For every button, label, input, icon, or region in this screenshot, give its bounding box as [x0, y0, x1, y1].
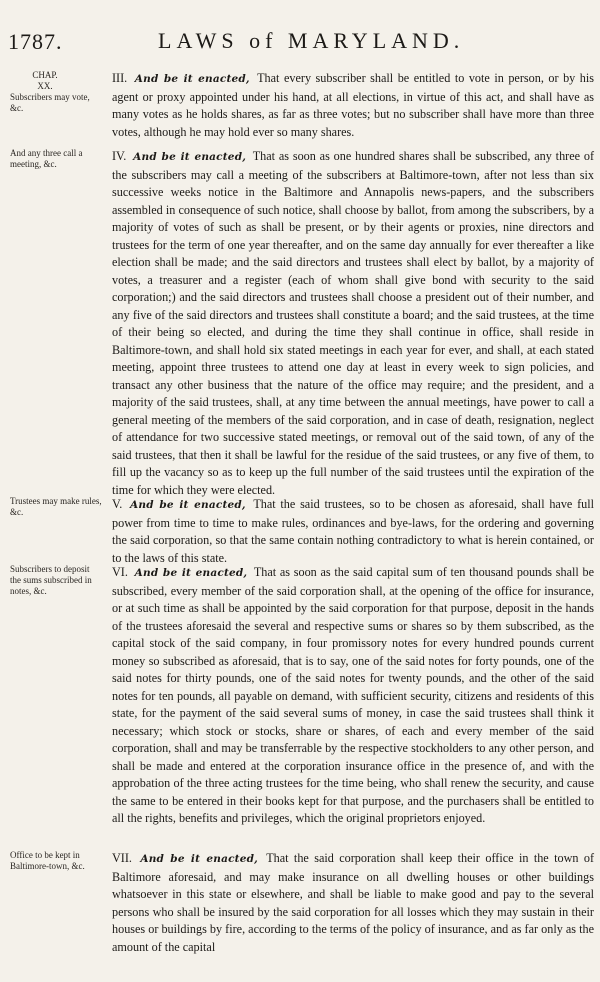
section-text-vii	[112, 850, 594, 956]
margin-note-iv: And any three call a meeting, &c.	[10, 148, 83, 169]
section-body: That every subscriber shall be entitled to vote in person, or by his agent or proxy appointed under his hand, at all elections, in virtue of this act, and shall have as many votes as he holds shares, as far as three votes; but no subscriber shall have more than three votes, although he may hold ever so many shares.	[112, 71, 595, 139]
page-header	[8, 26, 592, 56]
margin-note-vi: Subscribers to deposit the sums subscribed in notes, &c.	[10, 564, 92, 596]
enacting-clause: And be it enacted,	[130, 499, 246, 511]
section-number: III.	[112, 71, 128, 85]
margin-note-iii	[10, 70, 102, 114]
chapter-label: CHAP. XX.	[32, 70, 58, 91]
enacting-clause: And be it enacted,	[134, 567, 248, 579]
section-text-iv	[112, 148, 594, 499]
section-number: VI.	[112, 565, 128, 579]
section-text-iii	[112, 70, 594, 141]
enacting-clause: And be it enacted,	[140, 853, 259, 865]
section-number: V.	[112, 497, 123, 511]
margin-note-text: Subscribers may vote, &c.	[10, 92, 90, 113]
section-body: That as soon as the said capital sum of ten thousand pounds shall be subscribed, every member of the said corporation shall, at the opening of the office for insurance, or at such time as shall be appointed by the said corporation for that purpose, deposit in the hands of the trustees aforesaid the several and respective sums or shares so by them subscribed, as the capital stock of the said company, in four promissory notes for every hundred pounds current money so subscribed as aforesaid, that is to say, one of the said notes for forty pounds, one of the said notes for thirty pounds, one of the said notes for twenty pounds, and the other of the said notes for ten pounds, all payable on demand, with sufficient security, citizens and residents of this state, for the payment of the said several sums of money, in case the said trustees shall think it necessary; which stock or stocks, share or shares, of each and every member of the said corporation, shall and may be transferrable by the respective stockholders to any other person, and shall be made and entered at the corporation insurance office in the presence of, and with the approbation of the three acting trustees for the time being, who shall renew the security, and cause the same to be entered in their books kept for that purpose, and the purchasers shall be entitled to all the rights, benefits and privileges, which the original proprietors enjoyed.	[112, 565, 595, 825]
section-body: That as soon as one hundred shares shall be subscribed, any three of the subscribers may call a meeting of the subscribers at Baltimore-town, after not less than six successive weeks notice in the Baltimore and Annapolis news-papers, and the subscribers assembled in consequence of such notice, shall choose by ballot, from among the subscribers, by a majority of votes of such as shall be present, or by their agents or proxies, nine directors and trustees for the term of one year thereafter, and on the same day annually for ever thereafter a like election shall be made; and the said directors and trustees shall elect by ballot, by a majority of votes, a treasurer and a register (each of whom shall give bond with security to the said corporation;) and the said directors and trustees shall choose a president out of their number, and any five of the said directors and trustees shall constitute a board; and the said trustees, at the time of their being so elected, and during the time they shall continue in office, shall reside in Baltimore-town, and shall hold six stated meetings in each year for ever, and shall, at each stated meeting, appoint three trustees to attend one day at least in every week to sign policies, and transact any other business that the nature of the office may require; and the president, and a majority of the said trustees, shall, at any time between the annual meetings, have power to call a general meeting of the members of the said corporation, and in case of death, resignation, neglect of attendance for two successive stated meetings, or removal out of the said town, of any of the said trustees, that then it shall be lawful for the residue of the said trustees, or any five of them, to fill up the vacancy so as to keep up the full number of the said trustees until the expiration of the time for which they were elected.	[112, 149, 595, 497]
running-title: LAWS of MARYLAND.	[158, 28, 465, 53]
section-body: That the said corporation shall keep their office in the town of Baltimore aforesaid, and may make insurance on all dwelling houses or other buildings whatsoever in this state or elsewhere, and shall be liable to make good and pay to the several persons who shall be insured by the said corporation for all losses which they may sustain in their houses or buildings by fire, according to the terms of the policy of insurance, and as far only as the amount of the capital	[112, 851, 595, 954]
section-text-vi	[112, 564, 594, 828]
page-year: 1787.	[8, 29, 63, 54]
margin-note-vii: Office to be kept in Baltimore-town, &c.	[10, 850, 85, 871]
section-body: That the said trustees, so to be chosen as aforesaid, shall have full power from time to time to make rules, ordinances and bye-laws, for the ordering and governing the said corporation, so that the same contain nothing contradictory to what is herein contained, or to the laws of this state.	[112, 497, 595, 565]
section-number: VII.	[112, 851, 132, 865]
margin-note-v: Trustees may make rules, &c.	[10, 496, 102, 517]
section-text-v	[112, 496, 594, 567]
enacting-clause: And be it enacted,	[133, 151, 247, 163]
enacting-clause: And be it enacted,	[134, 73, 250, 85]
section-number: IV.	[112, 149, 127, 163]
